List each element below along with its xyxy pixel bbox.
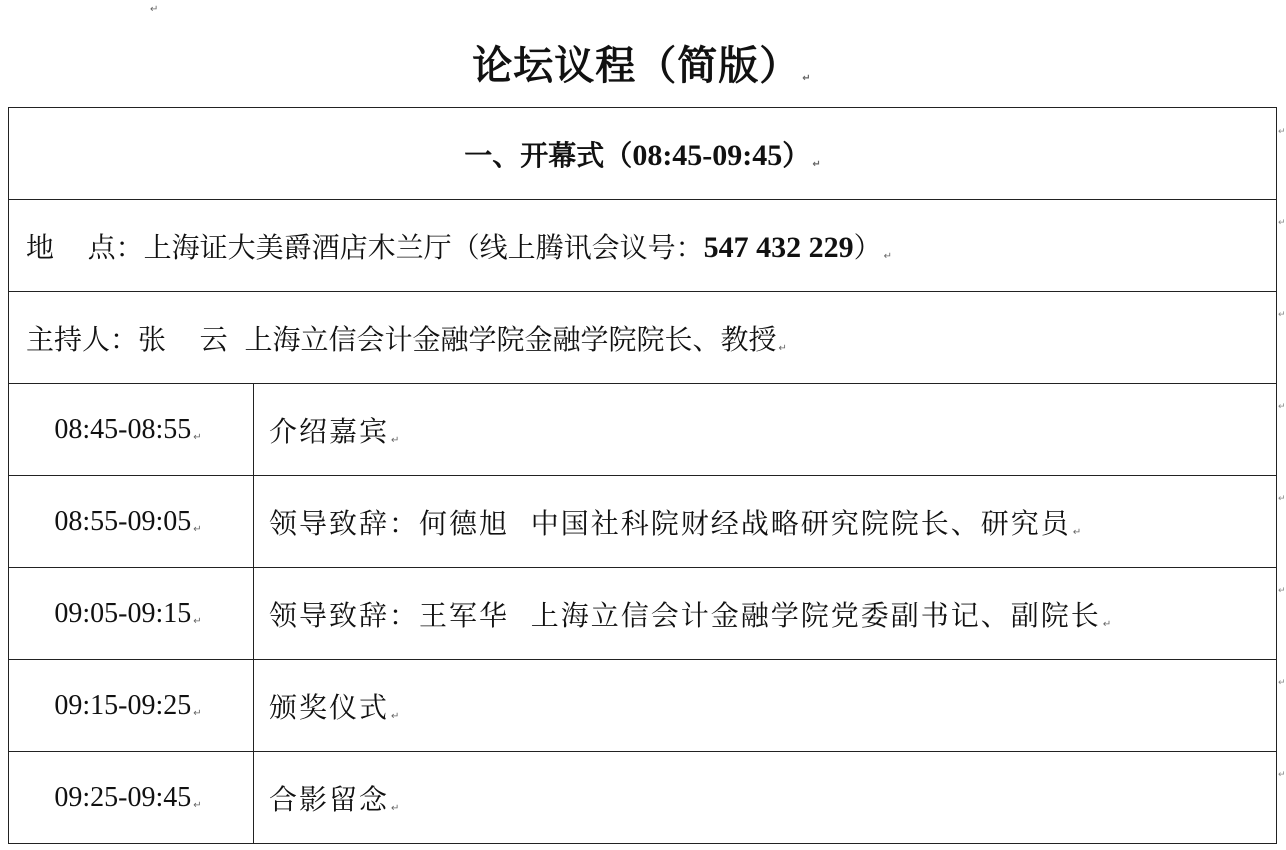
schedule-time-cell — [9, 660, 254, 752]
venue-text-close: ） — [853, 230, 882, 264]
paragraph-mark: ↵ — [193, 707, 202, 719]
agenda-table — [8, 107, 1277, 844]
schedule-row — [9, 568, 1277, 660]
schedule-item: 介绍嘉宾 — [269, 414, 390, 448]
paragraph-mark: ↵ — [1102, 618, 1114, 630]
host-cell — [9, 292, 1277, 384]
paragraph-mark: ↵ — [193, 615, 202, 627]
row-end-mark: ↵ — [1278, 310, 1286, 320]
paragraph-mark: ↵ — [391, 802, 402, 814]
schedule-row — [9, 752, 1277, 844]
schedule-time-cell — [9, 568, 254, 660]
row-end-mark: ↵ — [1278, 678, 1286, 688]
schedule-time: 08:45-08:55 — [54, 413, 192, 445]
host-name-a: 张 — [138, 322, 167, 356]
paragraph-mark: ↵ — [193, 523, 202, 535]
schedule-row — [9, 384, 1277, 476]
schedule-item: 颁奖仪式 — [269, 690, 390, 724]
schedule-time: 09:25-09:45 — [54, 781, 192, 813]
schedule-item: 领导致辞：王军华 上海立信会计金融学院党委副书记、副院长 — [269, 598, 1101, 632]
page-title — [0, 38, 1284, 107]
paragraph-mark: ↵ — [802, 73, 812, 84]
row-end-marks — [1278, 107, 1284, 850]
page-title-text: 论坛议程（简版） — [472, 43, 801, 89]
section-heading-row — [9, 108, 1277, 200]
host-row — [9, 292, 1277, 384]
schedule-item-cell — [254, 568, 1277, 660]
paragraph-mark: ↵ — [150, 4, 159, 15]
schedule-time: 09:15-09:25 — [54, 689, 192, 721]
paragraph-mark: ↵ — [883, 250, 893, 262]
venue-row — [9, 200, 1277, 292]
row-end-mark: ↵ — [1278, 494, 1286, 504]
row-end-mark: ↵ — [1278, 586, 1286, 596]
row-end-mark: ↵ — [1278, 127, 1286, 137]
paragraph-mark: ↵ — [193, 799, 202, 811]
schedule-row — [9, 476, 1277, 568]
section-heading-close: ） — [782, 138, 811, 172]
schedule-row — [9, 660, 1277, 752]
schedule-time: 09:05-09:15 — [54, 597, 192, 629]
host-title: 上海立信会计金融学院金融学院院长、教授 — [244, 322, 777, 356]
section-time: 08:45-09:45 — [632, 138, 783, 172]
paragraph-mark: ↵ — [391, 434, 402, 446]
schedule-item-cell — [254, 384, 1277, 476]
venue-label-b: 点： — [87, 230, 144, 264]
venue-cell — [9, 200, 1277, 292]
paragraph-mark: ↵ — [1072, 526, 1084, 538]
schedule-time: 08:55-09:05 — [54, 505, 192, 537]
row-end-mark: ↵ — [1278, 770, 1286, 780]
schedule-time-cell — [9, 476, 254, 568]
schedule-time-cell — [9, 752, 254, 844]
paragraph-mark: ↵ — [193, 431, 202, 443]
schedule-item-cell — [254, 752, 1277, 844]
host-label: 主持人： — [26, 322, 139, 356]
paragraph-mark: ↵ — [391, 710, 402, 722]
venue-text: 上海证大美爵酒店木兰厅（线上腾讯会议号： — [143, 230, 704, 264]
row-end-mark: ↵ — [1278, 218, 1286, 228]
paragraph-mark: ↵ — [812, 158, 821, 170]
schedule-item: 合影留念 — [269, 782, 390, 816]
schedule-item-cell — [254, 660, 1277, 752]
schedule-time-cell — [9, 384, 254, 476]
section-heading-cell — [9, 108, 1277, 200]
row-end-mark: ↵ — [1278, 402, 1286, 412]
venue-label-a: 地 — [26, 230, 55, 264]
schedule-item: 领导致辞：何德旭 中国社科院财经战略研究院院长、研究员 — [269, 506, 1071, 540]
host-name-b: 云 — [199, 322, 228, 356]
paragraph-mark: ↵ — [778, 342, 787, 354]
section-heading-text: 一、开幕式（ — [464, 138, 633, 172]
meeting-id: 547 432 229 — [703, 230, 854, 264]
schedule-item-cell — [254, 476, 1277, 568]
